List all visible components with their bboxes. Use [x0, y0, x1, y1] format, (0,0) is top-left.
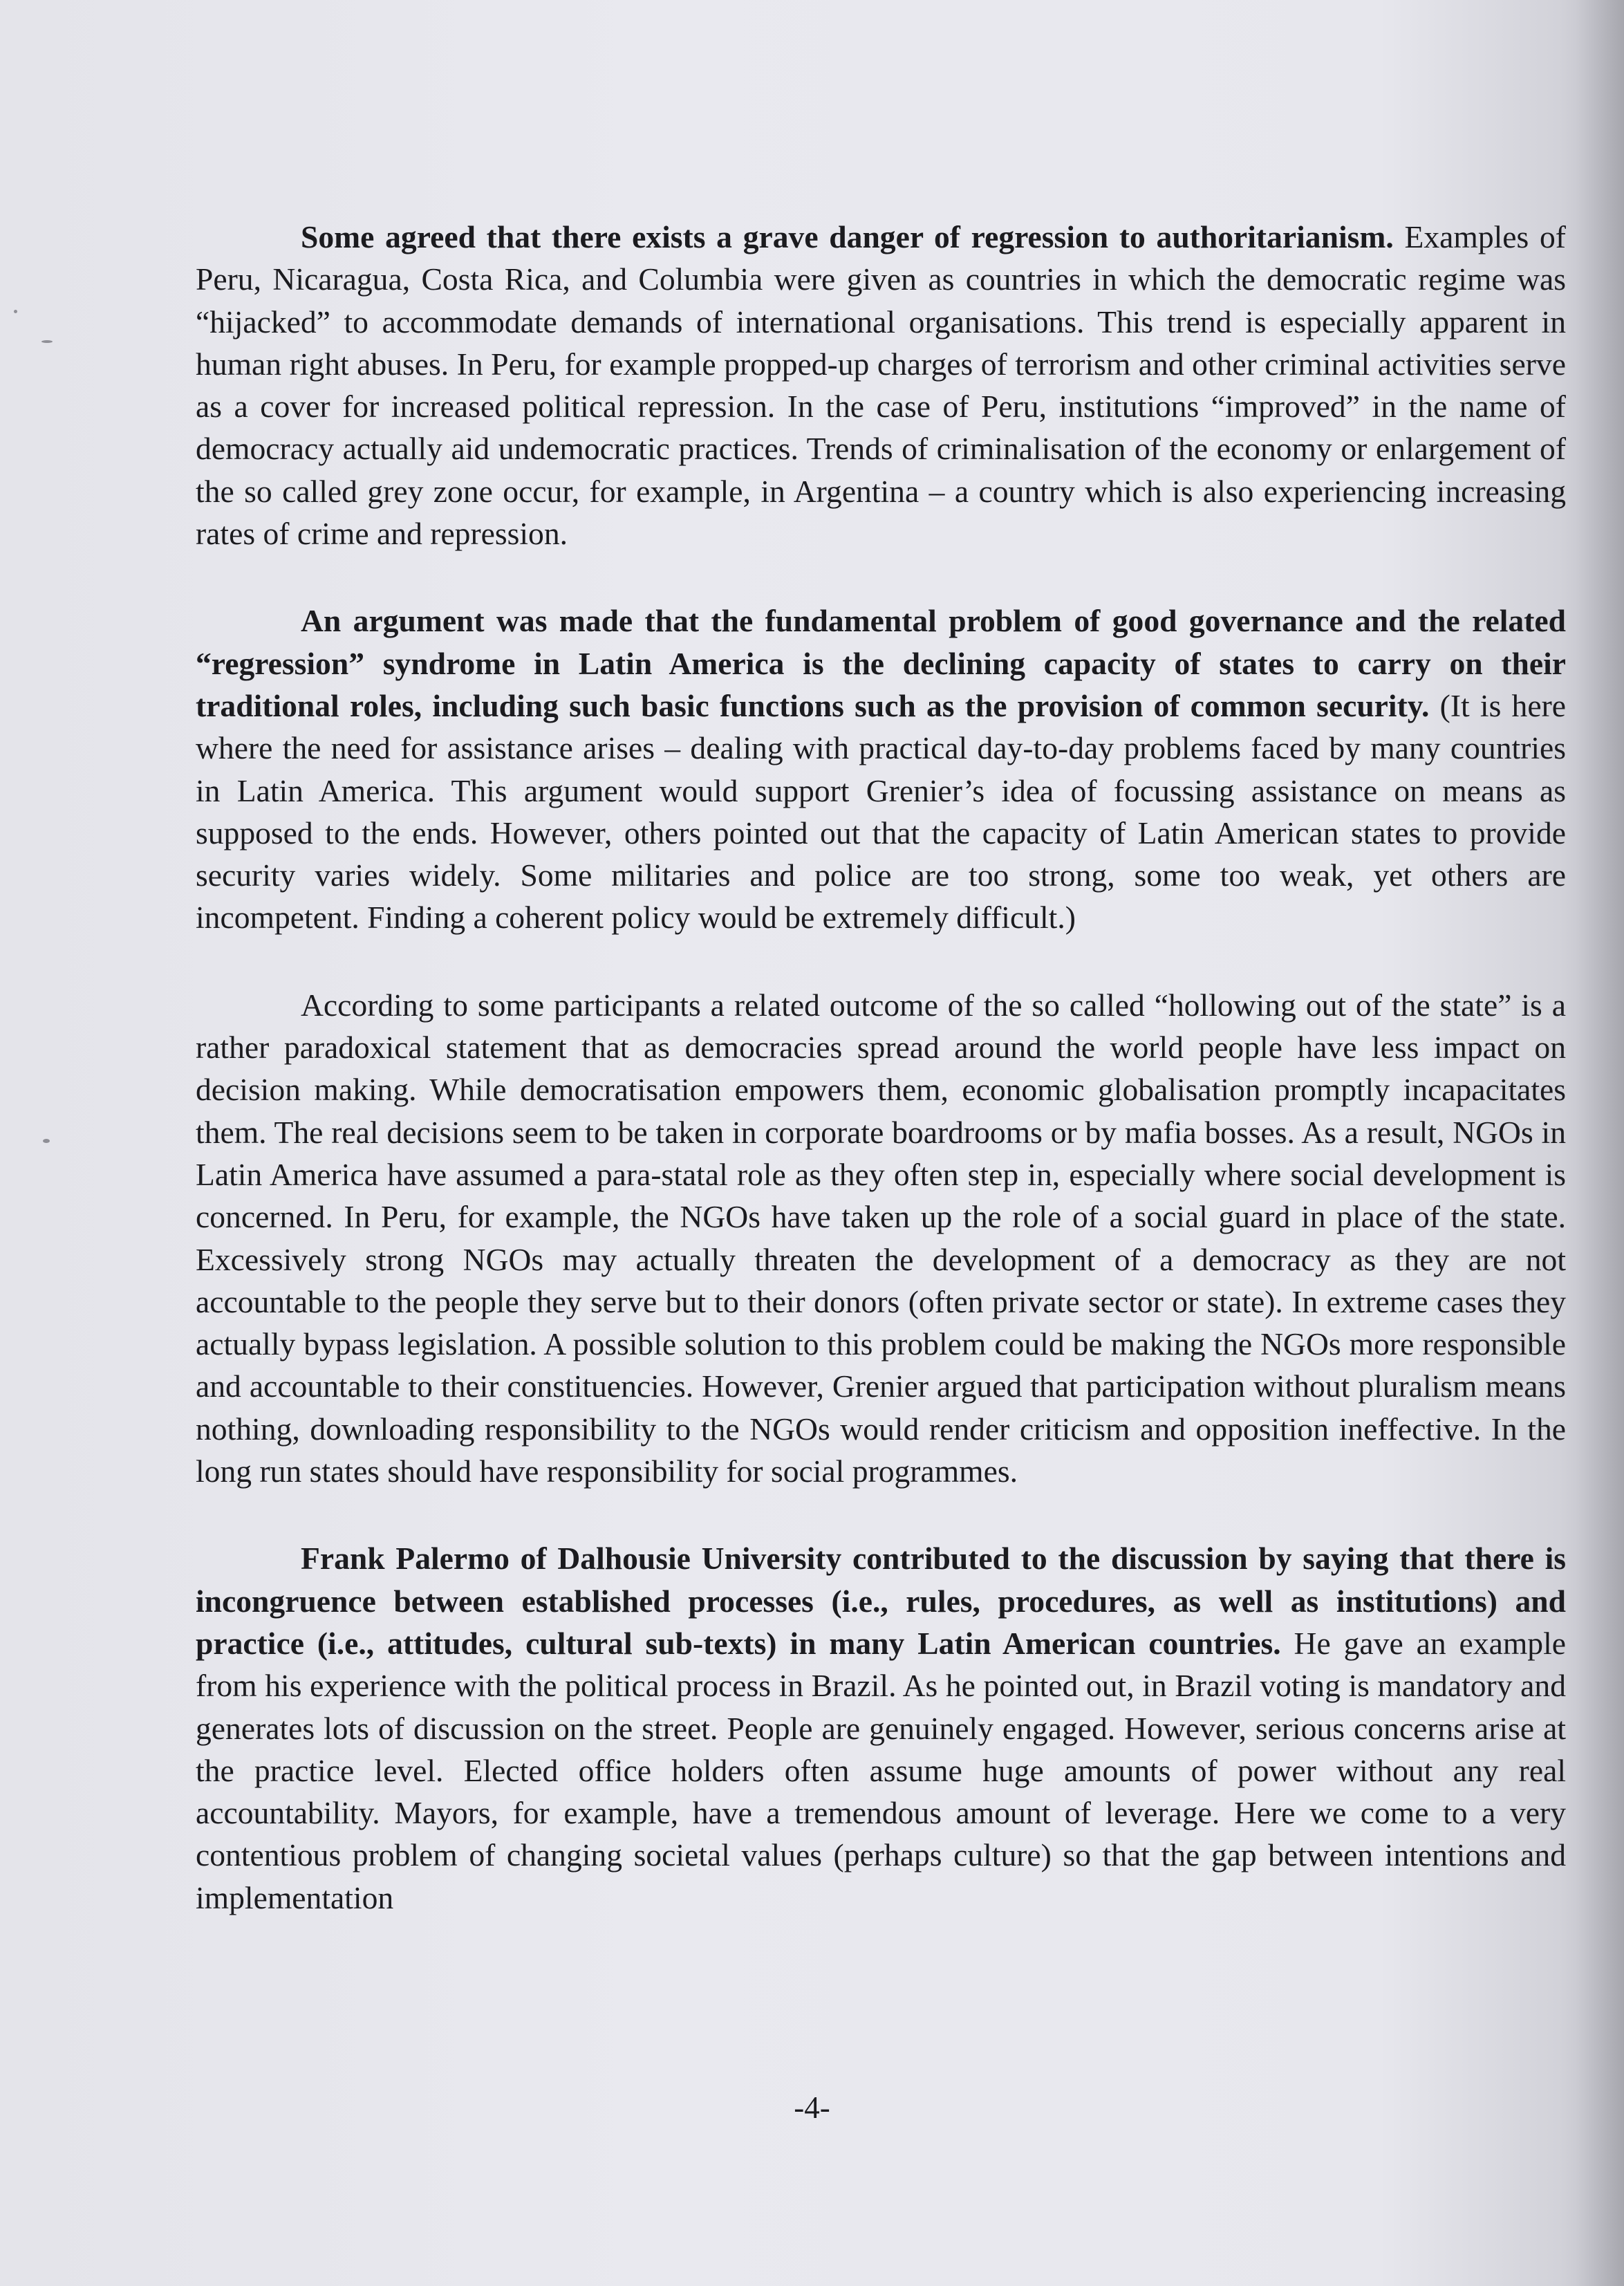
scan-speck	[14, 310, 17, 313]
paragraph-body: Examples of Peru, Nicaragua, Costa Rica, and Columbia were given as countries in which the democratic regime was “hijacked” to accommodate demands of international organisations. This trend is especially apparent in human right abuses. In Peru, for example propped-up charges of terrorism and other criminal activities serve as a cover for increased political repression. In the case of Peru, institutions “improved” in the name of democracy actually aid undemocratic practices. Trends of criminalisation of the economy or enlargement of the so called grey zone occur, for example, in Argentina – a country which is also experiencing increasing rates of crime and repression.	[196, 219, 1566, 552]
paragraph-lead-bold: An argument was made that the fundamental problem of good governance and the related “regression” syndrome in Latin America is the declining capacity of states to carry on their traditional roles, including such basic functions such as the provision of common security.	[196, 603, 1566, 723]
paragraph-body: According to some participants a related outcome of the so called “hollowing out of the state” is a rather paradoxical statement that as democracies spread around the world people have less impact on decision making. While democratisation empowers them, economic globalisation promptly incapacitates them. The real decisions seem to be taken in corporate boardrooms or by mafia bosses. As a result, NGOs in Latin America have assumed a para-statal role as they often step in, especially where social development is concerned. In Peru, for example, the NGOs have taken up the role of a social guard in place of the state. Excessively strong NGOs may actually threaten the development of a democracy as they are not accountable to the people they serve but to their donors (often private sector or state). In extreme cases they actually bypass legislation. A possible solution to this problem could be making the NGOs more responsible and accountable to their constituencies. However, Grenier argued that participation without pluralism means nothing, downloading responsibility to the NGOs would render criticism and opposition ineffective. In the long run states should have responsibility for social programmes.	[196, 987, 1566, 1489]
page-number: -4-	[794, 2090, 830, 2125]
scan-speck	[41, 340, 53, 343]
paragraph-body: (It is here where the need for assistance arises – dealing with practical day-to-day problems faced by many countries in Latin America. This argument would support Grenier’s idea of focussing assistance on means as supposed to the ends. However, others pointed out that the capacity of Latin American states to provide security varies widely. Some militaries and police are too strong, some too weak, yet others are incompetent. Finding a coherent policy would be extremely difficult.)	[196, 687, 1566, 936]
scan-speck	[43, 1139, 50, 1143]
paragraph-lead-bold: Frank Palermo of Dalhousie University contributed to the discussion by saying that there is incongruence between established processes (i.e., rules, procedures, as well as institutions) and practice (i.e., attitudes, cultural sub-texts) in many Latin American countries.	[196, 1541, 1566, 1661]
paragraph	[196, 600, 1566, 938]
page-edge-shadow	[1576, 0, 1624, 2286]
body-text	[196, 216, 1566, 1919]
paragraph	[196, 216, 1566, 555]
paragraph	[196, 1537, 1566, 1919]
paragraph-body: He gave an example from his experience with the political process in Brazil. As he pointed out, in Brazil voting is mandatory and generates lots of discussion on the street. People are genuinely engaged. However, serious concerns arise at the practice level. Elected office holders often assume huge amounts of power without any real accountability. Mayors, for example, have a tremendous amount of leverage. Here we come to a very contentious problem of changing societal values (perhaps culture) so that the gap between intentions and implementation	[196, 1625, 1566, 1915]
paragraph	[196, 984, 1566, 1493]
paragraph-lead-bold: Some agreed that there exists a grave danger of regression to authoritarianism.	[301, 219, 1394, 254]
